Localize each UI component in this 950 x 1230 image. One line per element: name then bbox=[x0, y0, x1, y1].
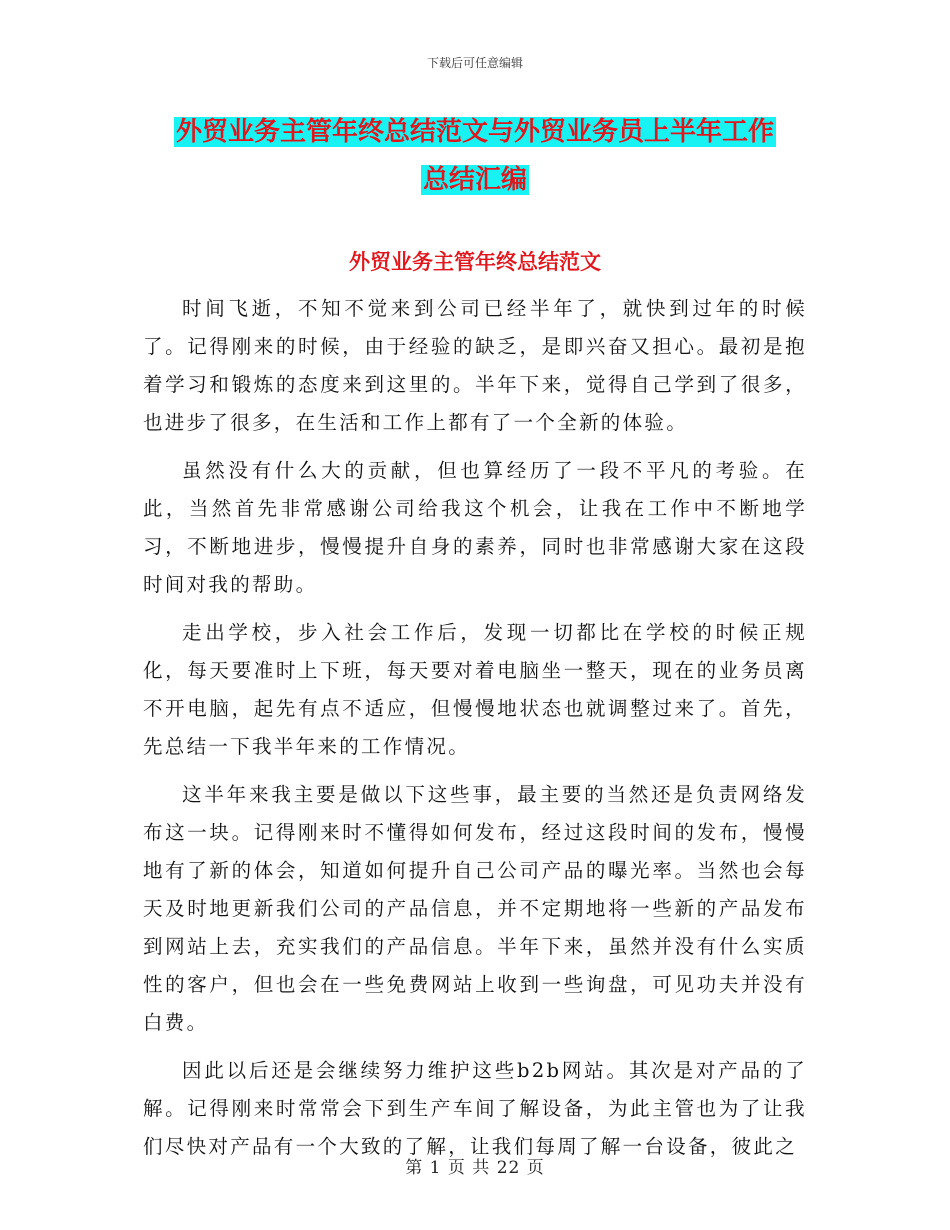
paragraph-2: 虽然没有什么大的贡献，但也算经历了一段不平凡的考验。在此，当然首先非常感谢公司给我这个机会，让我在工作中不断地学习，不断地进步，慢慢提升自身的素养，同时也非常感谢大家在这段时间对我的帮助。 bbox=[143, 459, 807, 596]
paragraph-4: 这半年来我主要是做以下这些事，最主要的当然还是负责网络发布这一块。记得刚来时不懂得如何发布，经过这段时间的发布，慢慢地有了新的体会，知道如何提升自己公司产品的曝光率。当然也会每天及时地更新我们公司的产品信息，并不定期地将一些新的产品发布到网站上去，充实我们的产品信息。半年下来，虽然并没有什么实质性的客户，但也会在一些免费网站上收到一些询盘，可见功夫并没有白费。 bbox=[143, 783, 807, 1034]
paragraph-5: 因此以后还是会继续努力维护这些b2b网站。其次是对产品的了解。记得刚来时常常会下到生产车间了解设备，为此主管也为了让我们尽快对产品有一个大致的了解，让我们每周了解一台设备，彼此之 bbox=[143, 1059, 807, 1158]
document-title-line-1: 外贸业务主管年终总结范文与外贸业务员上半年工作 bbox=[175, 117, 774, 147]
section-title: 外贸业务主管年终总结范文 bbox=[349, 250, 601, 274]
document-title bbox=[0, 108, 950, 204]
page-footer: 第 1 页 共 22 页 bbox=[405, 1158, 545, 1178]
header-note: 下载后可任意编辑 bbox=[426, 56, 523, 70]
document-title-line-2: 总结汇编 bbox=[422, 165, 527, 195]
paragraph-3: 走出学校，步入社会工作后，发现一切都比在学校的时候正规化，每天要准时上下班，每天要对着电脑坐一整天，现在的业务员离不开电脑，起先有点不适应，但慢慢地状态也就调整过来了。首先，先总结一下我半年来的工作情况。 bbox=[143, 621, 807, 758]
paragraph-1: 时间飞逝，不知不觉来到公司已经半年了，就快到过年的时候了。记得刚来的时候，由于经验的缺乏，是即兴奋又担心。最初是抱着学习和锻炼的态度来到这里的。半年下来，觉得自己学到了很多，也进步了很多，在生活和工作上都有了一个全新的体验。 bbox=[143, 297, 807, 434]
body-text bbox=[143, 290, 807, 1176]
